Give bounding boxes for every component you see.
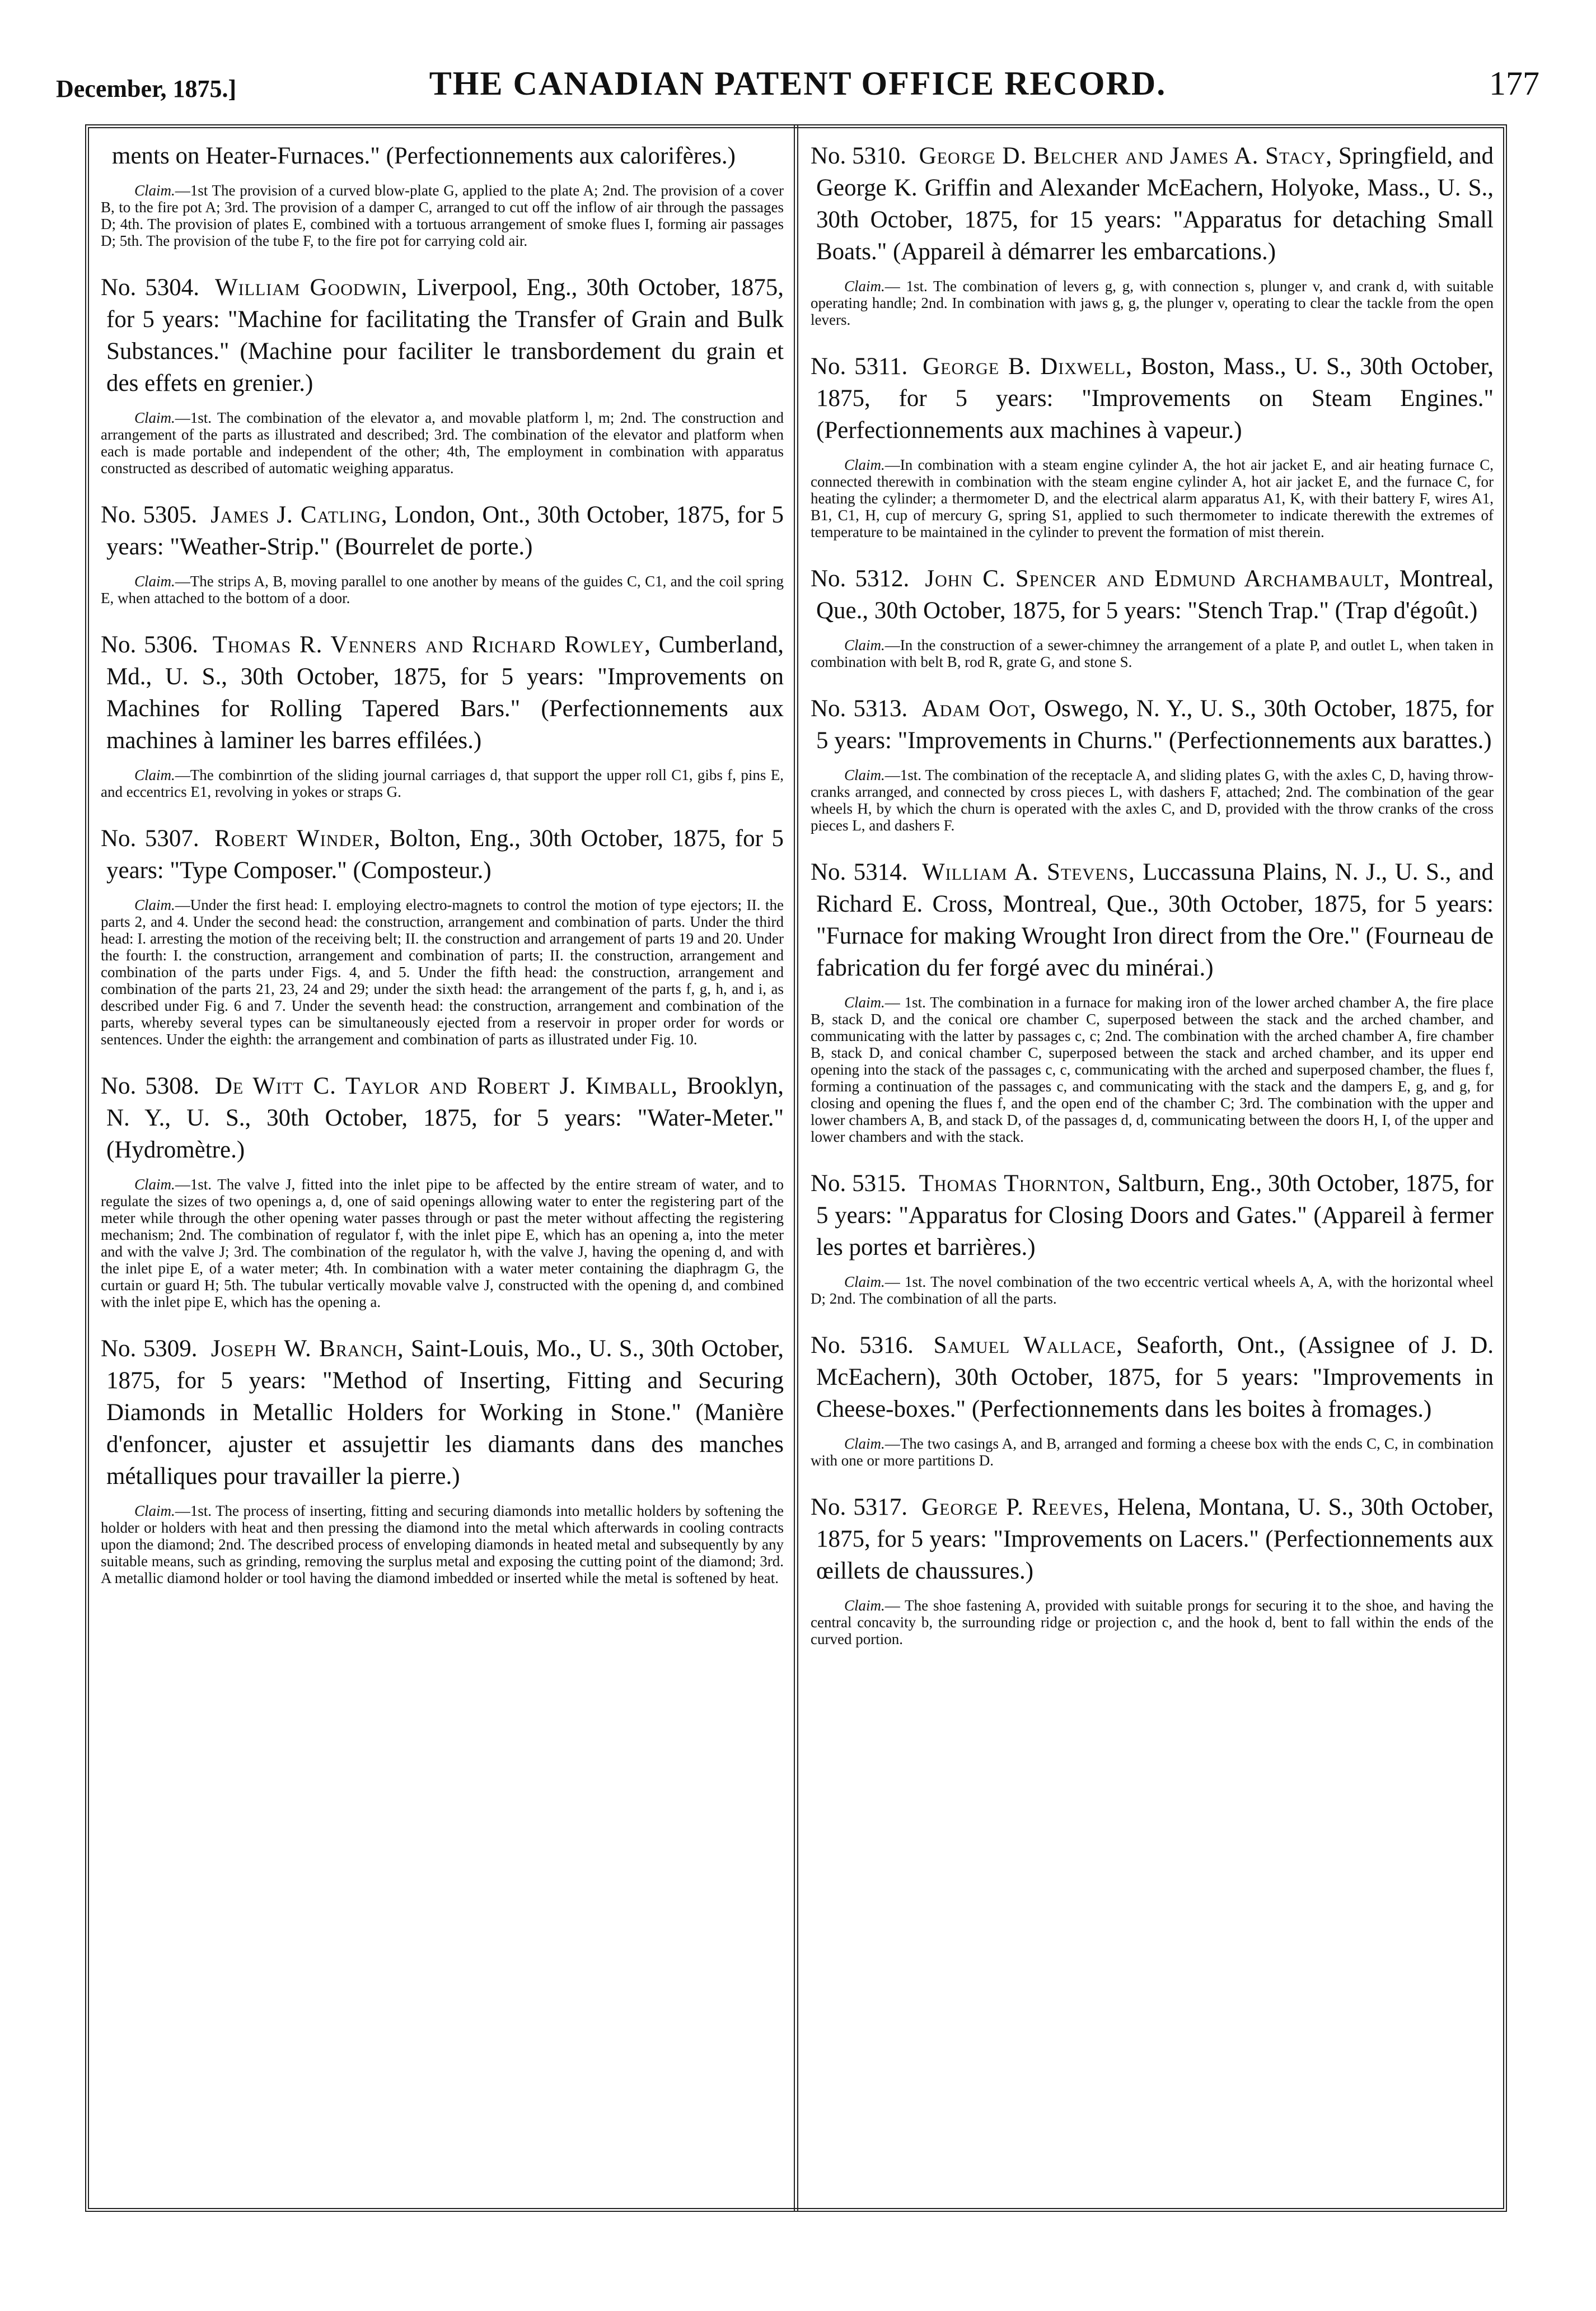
claim (811, 994, 1494, 1145)
claim-text: —1st. The process of inserting, fitting and securing diamonds into metallic holders by softening the holder or holders with heat and then pressing the diamond into the metal which afterwards in cooling contracts upon the diamond; 2nd. The described process of enveloping diamonds in heated metal and subsequently by any suitable means, such as grinding, removing the surplus metal and exposing the cutting point of the diamond; 3rd. A metallic diamond holder or tool having the diamond imbedded or inserted while the metal is softened by heat. (101, 1502, 784, 1586)
claim-text: —1st The provision of a curved blow-plate G, applied to the plate A; 2nd. The provision of a cover B, to the fire pot A; 3rd. The provision of a damper C, arranged to cut off the inflow of air through the passages D; 4th. The provision of plates E, combined with a tortuous arrangement of smoke flues I, forming air passages D; 5th. The provision of the tube F, to the fire pot for carrying cold air. (101, 182, 784, 249)
claim (811, 1435, 1494, 1469)
running-head (56, 53, 1539, 115)
entry-heading (101, 1333, 784, 1492)
entry-heading (811, 1329, 1494, 1425)
patentee-name: George B. Dixwell, (923, 353, 1132, 380)
entry-details: Boston, Mass., U. S., 30th October, 1875, for 5 years: "Improvements on Steam Engines." (Perfectionnements aux machines à vapeur.) (816, 353, 1494, 443)
patent-entry-5317 (811, 1491, 1494, 1647)
claim (101, 1502, 784, 1586)
claim (811, 278, 1494, 328)
claim-text: — The shoe fastening A, provided with suitable prongs for securing it to the shoe, and having the central concavity b, the surrounding ridge or projection c, and the hook d, bent to fall within the ends of the curved portion. (811, 1597, 1494, 1647)
entry-details: London, Ont., 30th October, 1875, for 5 years: "Weather-Strip." (Bourrelet de porte.) (106, 502, 784, 560)
patent-entry-5306 (101, 629, 784, 800)
patent-number: No. 5304. (101, 274, 200, 301)
patent-number: No. 5312. (811, 566, 910, 592)
claim-text: —1st. The valve J, fitted into the inlet pipe to be affected by the entire stream of water, and to regulate the sizes of two openings a, d, one of said openings allowing water to enter the registering part of the meter while through the other opening water passes through or past the meter without affecting the registering mechanism; 2nd. The combination of regulator f, with the inlet pipe E, which has an opening a, into the meter and with the valve J; 3rd. The combination of the regulator h, with the valve J, having the opening d, and with the inlet pipe E, of a water meter; 4th. In combination with a water meter containing the diaphragm G, the curtain or guard H; 5th. The tubular vertically movable valve J, constructed with the opening d, and combined with the inlet pipe E, which has the opening a. (101, 1176, 784, 1310)
claim-text: —The two casings A, and B, arranged and forming a cheese box with the ends C, C, in combination with one or more partitions D. (811, 1435, 1494, 1469)
claim-label: Claim. (844, 767, 885, 783)
entry-heading (101, 823, 784, 886)
entry-details: Cumberland, Md., U. S., 30th October, 1875, for 5 years: "Improvements on Machines for Rolling Tapered Bars." (Perfectionnements aux machines à laminer les barres effilées.) (106, 632, 784, 754)
patent-number: No. 5308. (101, 1073, 199, 1099)
entry-details: Oswego, N. Y., U. S., 30th October, 1875, for 5 years: "Improvements in Churns." (Perfectionnements aux barattes.) (816, 695, 1494, 754)
patent-entry-5310 (811, 140, 1494, 328)
patentee-name: James J. Catling, (210, 502, 388, 528)
left-column (101, 140, 784, 1609)
continued-entry (101, 140, 784, 249)
entry-heading (101, 272, 784, 399)
claim-text: —Under the first head: I. employing electro-magnets to control the motion of type ejectors; II. the parts 2, and 4. Under the second head: the construction, arrangement and combination of parts. Under the third head: I. arresting the motion of the receiving belt; II. the construction and arrangement of parts 19 and 20. Under the fourth: I. the construction, arrangement and combination of parts; II. the construction, arrangement and combination of the parts under Figs. 4, and 5. Under the fifth head: the construction, arrangement and combination of the parts 21, 23, 24 and 29; under the sixth head: the arrangement of the parts f, g, h, and i, as described under Fig. 6 and 7. Under the seventh head: the construction, arrangement and combination of the parts, whereby several types can be simultaneously ejected from a reservoir in proper order for words or sentences. Under the eighth: the arrangement and combination of parts as illustrated under Fig. 10. (101, 897, 784, 1048)
entry-details: Saltburn, Eng., 30th October, 1875, for 5 years: "Apparatus for Closing Doors and Gates." (Appareil à fermer les portes et barrières.) (816, 1170, 1494, 1260)
entry-heading (811, 351, 1494, 446)
patent-number: No. 5315. (811, 1170, 906, 1197)
claim-text: — 1st. The novel combination of the two eccentric vertical wheels A, A, with the horizontal wheel D; 2nd. The combination of all the parts. (811, 1273, 1494, 1307)
patent-entry-5315 (811, 1168, 1494, 1307)
patent-number: No. 5317. (811, 1494, 908, 1520)
claim (811, 767, 1494, 834)
entry-details: Saint-Louis, Mo., U. S., 30th October, 1875, for 5 years: "Method of Inserting, Fitting and Securing Diamonds in Metallic Holders for Working in Stone." (Manière d'enfoncer, ajuster et assujettir les diamants dans des manches métalliques pour travailler la pierre.) (106, 1336, 784, 1490)
claim-label: Claim. (844, 1435, 885, 1452)
patentee-name: Adam Oot, (921, 695, 1037, 722)
entry-details: Brooklyn, N. Y., U. S., 30th October, 1875, for 5 years: "Water-Meter." (Hydromètre.) (106, 1073, 784, 1163)
patent-number: No. 5316. (811, 1332, 914, 1358)
patent-entry-5309 (101, 1333, 784, 1586)
claim (811, 1273, 1494, 1307)
claim-label: Claim. (844, 1273, 885, 1290)
patentee-name: Thomas R. Venners and Richard Rowley, (212, 632, 651, 658)
claim (811, 456, 1494, 540)
claim-label: Claim. (134, 897, 175, 913)
patent-number: No. 5314. (811, 859, 908, 885)
entry-details: Luccassuna Plains, N. J., U. S., and Richard E. Cross, Montreal, Que., 30th October, 1875, for 5 years: "Furnace for making Wrought Iron direct from the Ore." (Fourneau de fabrication du fer forgé avec du minérai.) (816, 859, 1494, 981)
entry-heading (811, 563, 1494, 627)
claim-text: — 1st. The combination in a furnace for making iron of the lower arched chamber A, the fire place B, stack D, and the conical ore chamber C, superposed between the stack and the arched chamber, and communicating with the latter by passages c, c; 2nd. The combination with the arched chamber A, fire chamber B, stack D, and conical chamber C, superposed between the stack and arched chamber, and its upper end opening into the stack of the passages c, c, communicating with the arched and superposed chamber, the flues f, forming a continuation of the passages c, and communicating with the stack and the dampers E, g, and g, for closing and opening the flues f, and the open end of the chamber C; 3rd. The combination with the upper and lower chambers A, B, and stack D, of the passages d, d, communicating between the doors H, I, of the upper and lower chambers and with the stack. (811, 994, 1494, 1145)
claim (811, 1597, 1494, 1647)
entry-details: Seaforth, Ont., (Assignee of J. D. McEachern), 30th October, 1875, for 5 years: "Improvements in Cheese-boxes." (Perfectionnements dans les boites à fromages.) (816, 1332, 1494, 1422)
claim (101, 573, 784, 606)
claim-text: —The strips A, B, moving parallel to one another by means of the guides C, C1, and the coil spring E, when attached to the bottom of a door. (101, 573, 784, 606)
patent-entry-5304 (101, 272, 784, 477)
patent-entry-5305 (101, 499, 784, 606)
claim-label: Claim. (844, 994, 885, 1011)
entry-details: Helena, Montana, U. S., 30th October, 1875, for 5 years: "Improvements on Lacers." (Perfectionnements aux œillets de chaussures.) (816, 1494, 1494, 1584)
claim (101, 897, 784, 1048)
claim-label: Claim. (844, 637, 885, 653)
patentee-name: De Witt C. Taylor and Robert J. Kimball, (214, 1073, 678, 1099)
patent-number: No. 5311. (811, 353, 908, 380)
entry-heading (101, 499, 784, 563)
claim-text: — 1st. The combination of levers g, g, with connection s, plunger v, and crank d, with suitable operating handle; 2nd. In combination with jaws g, g, the plunger v, operating to clear the tackle from the open levers. (811, 278, 1494, 328)
claim-label: Claim. (134, 767, 175, 783)
entry-heading (811, 856, 1494, 984)
patentee-name: Samuel Wallace, (933, 1332, 1123, 1358)
patentee-name: Robert Winder, (214, 825, 381, 852)
claim-label: Claim. (134, 573, 175, 590)
entry-details: Bolton, Eng., 30th October, 1875, for 5 years: "Type Composer." (Composteur.) (106, 825, 784, 884)
entry-heading (811, 693, 1494, 757)
patent-number: No. 5307. (101, 825, 199, 852)
page-number: 177 (1489, 65, 1539, 102)
claim (811, 637, 1494, 670)
claim-label: Claim. (134, 409, 175, 426)
entry-heading (811, 140, 1494, 268)
patent-number: No. 5313. (811, 695, 908, 722)
claim-label: Claim. (844, 278, 885, 295)
claim-label: Claim. (134, 1502, 175, 1519)
claim-label: Claim. (844, 1597, 885, 1614)
patent-number: No. 5305. (101, 502, 198, 528)
patentee-name: George D. Belcher and James A. Stacy, (919, 143, 1333, 169)
continued-title: ments on Heater-Furnaces." (Perfectionnements aux calorifères.) (112, 143, 736, 169)
claim (101, 1176, 784, 1310)
entry-heading (811, 1168, 1494, 1263)
right-column (811, 140, 1494, 1670)
issue-date: December, 1875.] (56, 75, 237, 102)
entry-details: Montreal, Que., 30th October, 1875, for 5 years: "Stench Trap." (Trap d'égoût.) (816, 566, 1494, 624)
patent-entry-5314 (811, 856, 1494, 1145)
entry-heading (101, 1070, 784, 1166)
patentee-name: George P. Reeves, (921, 1494, 1110, 1520)
claim-text: —1st. The combination of the elevator a, and movable platform l, m; 2nd. The construction and arrangement of the parts as illustrated and described; 3rd. The combination of the elevator and platform when each is made portable and independent of the other; 4th, The employment in combination with apparatus constructed as described of automatic weighing apparatus. (101, 409, 784, 477)
entry-heading (101, 629, 784, 757)
patentee-name: Thomas Thornton, (919, 1170, 1112, 1197)
patent-number: No. 5309. (101, 1336, 198, 1362)
claim (101, 409, 784, 477)
claim (101, 182, 784, 249)
patentee-name: John C. Spencer and Edmund Archambault, (925, 566, 1391, 592)
entry-heading (811, 1491, 1494, 1587)
patent-entry-5311 (811, 351, 1494, 540)
claim-label: Claim. (134, 182, 175, 199)
claim-label: Claim. (844, 456, 885, 473)
entry-details: Liverpool, Eng., 30th October, 1875, for 5 years: "Machine for facilitating the Transfer of Grain and Bulk Substances." (Machine pour faciliter le transbordement du grain et des effets en grenier.) (106, 274, 784, 396)
claim (101, 767, 784, 800)
patentee-name: William Goodwin, (215, 274, 408, 301)
patentee-name: Joseph W. Branch, (210, 1336, 404, 1362)
claim-text: —1st. The combination of the receptacle A, and sliding plates G, with the axles C, D, having throw-cranks arranged, and connected by cross pieces L, with dashers F, attached; 2nd. The combination of the gear wheels H, by which the churn is operated with the axles C, and D, provided with the throw cranks of the cross pieces L, and dashers F. (811, 767, 1494, 834)
patent-entry-5312 (811, 563, 1494, 670)
patent-number: No. 5310. (811, 143, 906, 169)
entry-details: Springfield, and George K. Griffin and Alexander McEachern, Holyoke, Mass., U. S., 30th October, 1875, for 15 years: "Apparatus for detaching Small Boats." (Appareil à démarrer les embarcations.) (816, 143, 1494, 265)
patent-entry-5313 (811, 693, 1494, 834)
claim-text: —In the construction of a sewer-chimney the arrangement of a plate P, and outlet L, when taken in combination with belt B, rod R, grate G, and stone S. (811, 637, 1494, 670)
patent-entry-5316 (811, 1329, 1494, 1469)
patent-entry-5308 (101, 1070, 784, 1310)
claim-text: —The combinrtion of the sliding journal carriages d, that support the upper roll C1, gibs f, pins E, and eccentrics E1, revolving in yokes or straps G. (101, 767, 784, 800)
patentee-name: William A. Stevens, (922, 859, 1135, 885)
patent-number: No. 5306. (101, 632, 198, 658)
claim-label: Claim. (134, 1176, 175, 1193)
column-rule (794, 124, 798, 2212)
patent-entry-5307 (101, 823, 784, 1048)
publication-title: THE CANADIAN PATENT OFFICE RECORD. (429, 65, 1167, 102)
claim-text: —In combination with a steam engine cylinder A, the hot air jacket E, and air heating furnace C, connected therewith in combination with the steam engine cylinder A, hot air jacket E, and the furnace C, for heating the cylinder; a thermometer D, and the electrical alarm apparatus A1, K, with their battery F, wires A1, B1, C1, H, cup of mercury G, spring S1, applied to such thermometer to indicate therewith the extremes of temperature to be maintained in the cylinder to prevent the formation of mist therein. (811, 456, 1494, 540)
